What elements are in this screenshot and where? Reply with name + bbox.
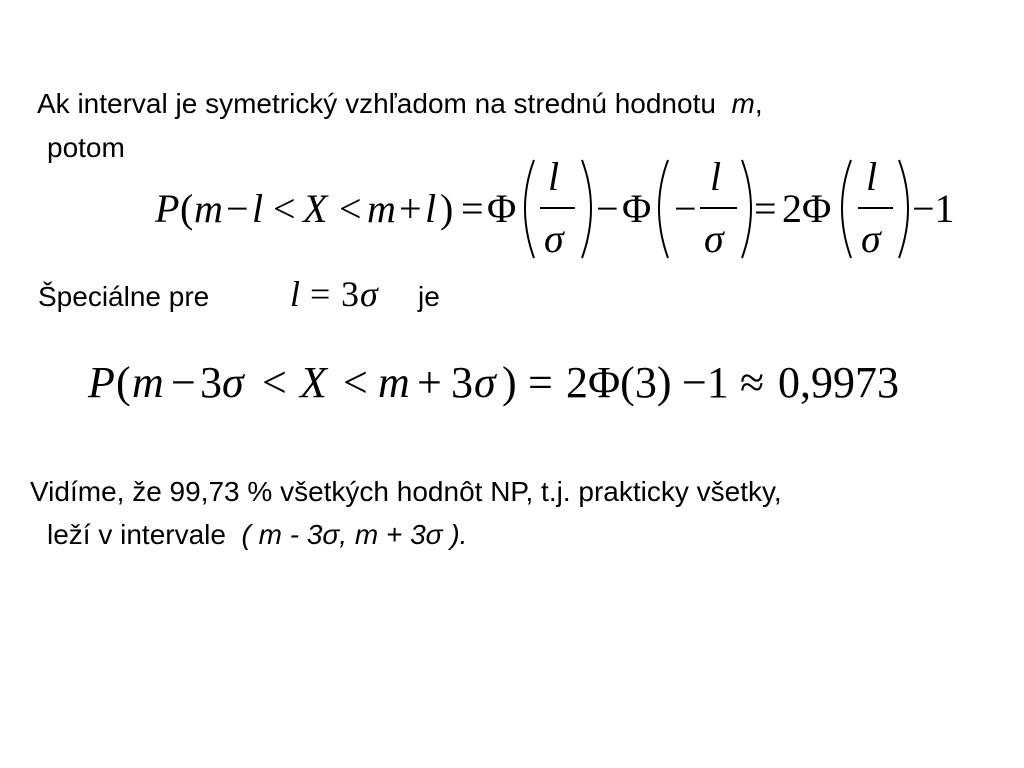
paragraph1-line2: potom [47, 132, 125, 163]
f1-num2: l [710, 154, 722, 199]
f2-three2: 3 [451, 358, 473, 407]
f1-tail: −1 [912, 186, 955, 231]
f1-paren-left-1 [525, 160, 534, 258]
f2-close: ) [502, 358, 517, 407]
f2-approx: ≈ [740, 358, 765, 407]
paragraph2-suffix: je [418, 281, 440, 312]
paragraph1-text: Ak interval je symetrický vzhľadom na strednú hodnotu [37, 88, 716, 119]
comma: , [754, 88, 763, 119]
f1-den1: σ [544, 216, 564, 261]
f2-minus: − [171, 358, 196, 407]
f1-close-paren: ) [440, 186, 454, 231]
f2-m: m [132, 358, 164, 407]
f1-minus-mid: − [596, 186, 619, 231]
p2-eq: = [310, 274, 331, 314]
f2-sigma1: σ [222, 358, 244, 407]
f1-paren-left-3 [842, 160, 851, 258]
f1-neg: − [674, 186, 697, 231]
f1-m2: m [367, 186, 396, 231]
paragraph3-interval: ( m - 3σ, m + 3σ ). [241, 519, 468, 550]
f2-result: 0,9973 [778, 358, 899, 407]
f1-lt1: < [273, 186, 296, 231]
f1-open-paren: ( [180, 186, 194, 231]
f1-minus: − [226, 186, 249, 231]
f1-paren-right-2 [742, 160, 751, 258]
f2-P: P [88, 358, 115, 407]
f1-lt2: < [339, 186, 362, 231]
paragraph3-line1: Vidíme, že 99,73 % všetkých hodnôt NP, t.j. prakticky všetky, [30, 476, 782, 507]
f1-m: m [194, 186, 223, 231]
f1-paren-right-1 [582, 160, 591, 258]
p2-sigma: σ [360, 274, 378, 314]
var-m: m [731, 88, 755, 119]
paragraph3-line2 [47, 521, 467, 549]
f2-three1: 3 [200, 358, 222, 407]
f2-X: X [300, 358, 327, 407]
f1-plus: + [399, 186, 422, 231]
f1-num3: l [866, 154, 878, 199]
f2-m2: m [378, 358, 410, 407]
f1-num1: l [548, 154, 560, 199]
f1-phi2: Φ [622, 186, 652, 231]
paragraph3-prefix: leží v intervale [47, 519, 226, 550]
f2-rhs: 2Φ(3) [566, 358, 672, 407]
f1-paren-right-3 [899, 160, 908, 258]
f2-plus: + [417, 358, 442, 407]
f2-lt2: < [343, 358, 368, 407]
f1-equals: = [461, 186, 484, 231]
f1-P: P [155, 186, 180, 231]
f1-den2: σ [704, 216, 724, 261]
f1-X: X [303, 186, 328, 231]
f1-l: l [252, 186, 264, 231]
paragraph2-prefix: Špeciálne pre [38, 281, 210, 312]
f1-paren-left-2 [659, 160, 668, 258]
f2-lt1: < [262, 358, 287, 407]
f2-equals: = [528, 358, 553, 407]
p2-l: l [290, 274, 301, 314]
f1-den3: σ [861, 216, 881, 261]
f1-equals2: = [754, 186, 777, 231]
f1-l2: l [425, 186, 437, 231]
f1-phi1: Φ [487, 186, 517, 231]
f2-open: ( [116, 358, 131, 407]
f2-tail: −1 [682, 358, 729, 407]
p2-three: 3 [341, 274, 359, 314]
f2-sigma2: σ [474, 358, 496, 407]
f1-two-phi: 2Φ [782, 186, 832, 231]
